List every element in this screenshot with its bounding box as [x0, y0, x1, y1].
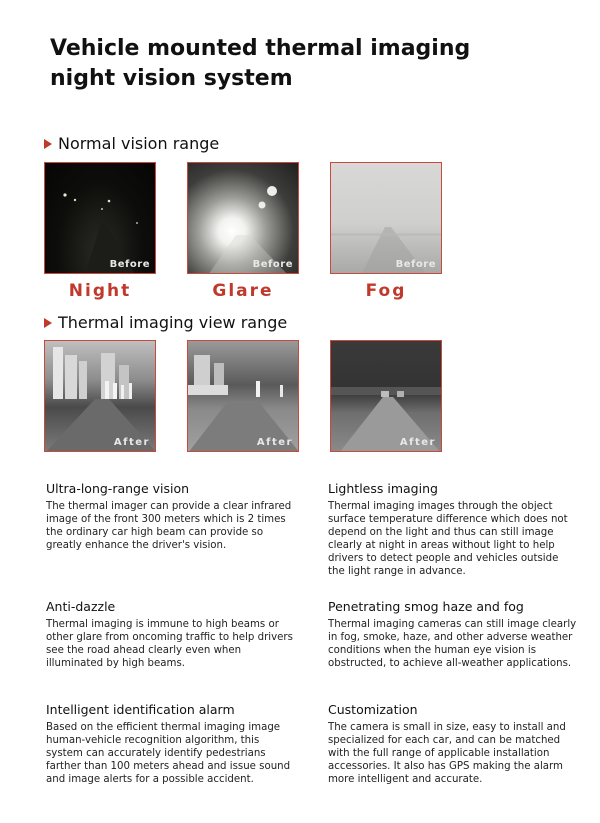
after-tag-night: After — [113, 437, 150, 448]
feature-body: The thermal imager can provide a clear infrared image of the front 300 meters which is 2 times the ordinary car high beam can provide so greatly enhance the driver's vision. — [46, 501, 292, 551]
feature-identification-alarm — [46, 702, 296, 786]
glare-scene-graphic — [188, 163, 299, 274]
normal-vision-heading-text: Normal vision range — [58, 134, 220, 153]
night-before-photo — [44, 162, 156, 274]
night-scene-graphic — [45, 163, 156, 274]
feature-title: Lightless imaging — [328, 481, 438, 496]
thermal-view-heading-text: Thermal imaging view range — [58, 313, 288, 332]
page-title: Vehicle mounted thermal imaging night vision system — [50, 36, 471, 91]
feature-body: Thermal imaging images through the object surface temperature difference which does not depend on the light and thus can still image clearly at night in areas without light to help drivers to detect people and vehicles outside the light range in advance. — [328, 501, 568, 577]
after-tag-glare: After — [256, 437, 293, 448]
triangle-bullet-icon — [44, 318, 52, 328]
after-tag-fog: After — [399, 437, 436, 448]
normal-vision-heading — [44, 134, 219, 153]
fog-scene-graphic — [331, 163, 442, 274]
fog-after-photo — [330, 340, 442, 452]
fog-before-photo — [330, 162, 442, 274]
feature-title: Customization — [328, 702, 418, 717]
feature-anti-dazzle — [46, 599, 296, 670]
thermal-city-graphic — [45, 341, 156, 452]
triangle-bullet-icon — [44, 139, 52, 149]
thermal-fog-graphic — [331, 341, 442, 452]
glare-before-photo — [187, 162, 299, 274]
night-after-photo — [44, 340, 156, 452]
thermal-street-graphic — [188, 341, 299, 452]
thermal-view-heading — [44, 313, 287, 332]
night-label: Night — [68, 281, 132, 301]
feature-title: Intelligent identification alarm — [46, 702, 235, 717]
feature-title: Anti-dazzle — [46, 599, 116, 614]
feature-ultra-long-range — [46, 481, 296, 552]
feature-body: Based on the efficient thermal imaging image human-vehicle recognition algorithm, this system can accurately identify pedestrians farther than 100 meters ahead and issue sound and image alerts for a possible accident. — [46, 722, 291, 785]
fog-label: Fog — [365, 281, 407, 301]
feature-title: Penetrating smog haze and fog — [328, 599, 524, 614]
before-tag-night: Before — [109, 259, 150, 270]
feature-customization — [328, 702, 578, 786]
feature-body: Thermal imaging is immune to high beams or other glare from oncoming traffic to help drivers see the road ahead clearly even when illuminated by high beams. — [46, 619, 293, 669]
feature-body: The camera is small in size, easy to install and specialized for each car, and can be matched with the full range of applicable installation accessories. It also has GPS making the alarm more intelligent and accurate. — [328, 722, 566, 785]
glare-after-photo — [187, 340, 299, 452]
before-tag-fog: Before — [395, 259, 436, 270]
feature-title: Ultra-long-range vision — [46, 481, 190, 496]
feature-penetrating-fog — [328, 599, 578, 670]
feature-lightless-imaging — [328, 481, 578, 578]
before-tag-glare: Before — [252, 259, 293, 270]
glare-label: Glare — [212, 281, 274, 301]
feature-body: Thermal imaging cameras can still image clearly in fog, smoke, haze, and other adverse weather conditions when the human eye vision is obstructed, to achieve all-weather applications. — [328, 619, 577, 669]
